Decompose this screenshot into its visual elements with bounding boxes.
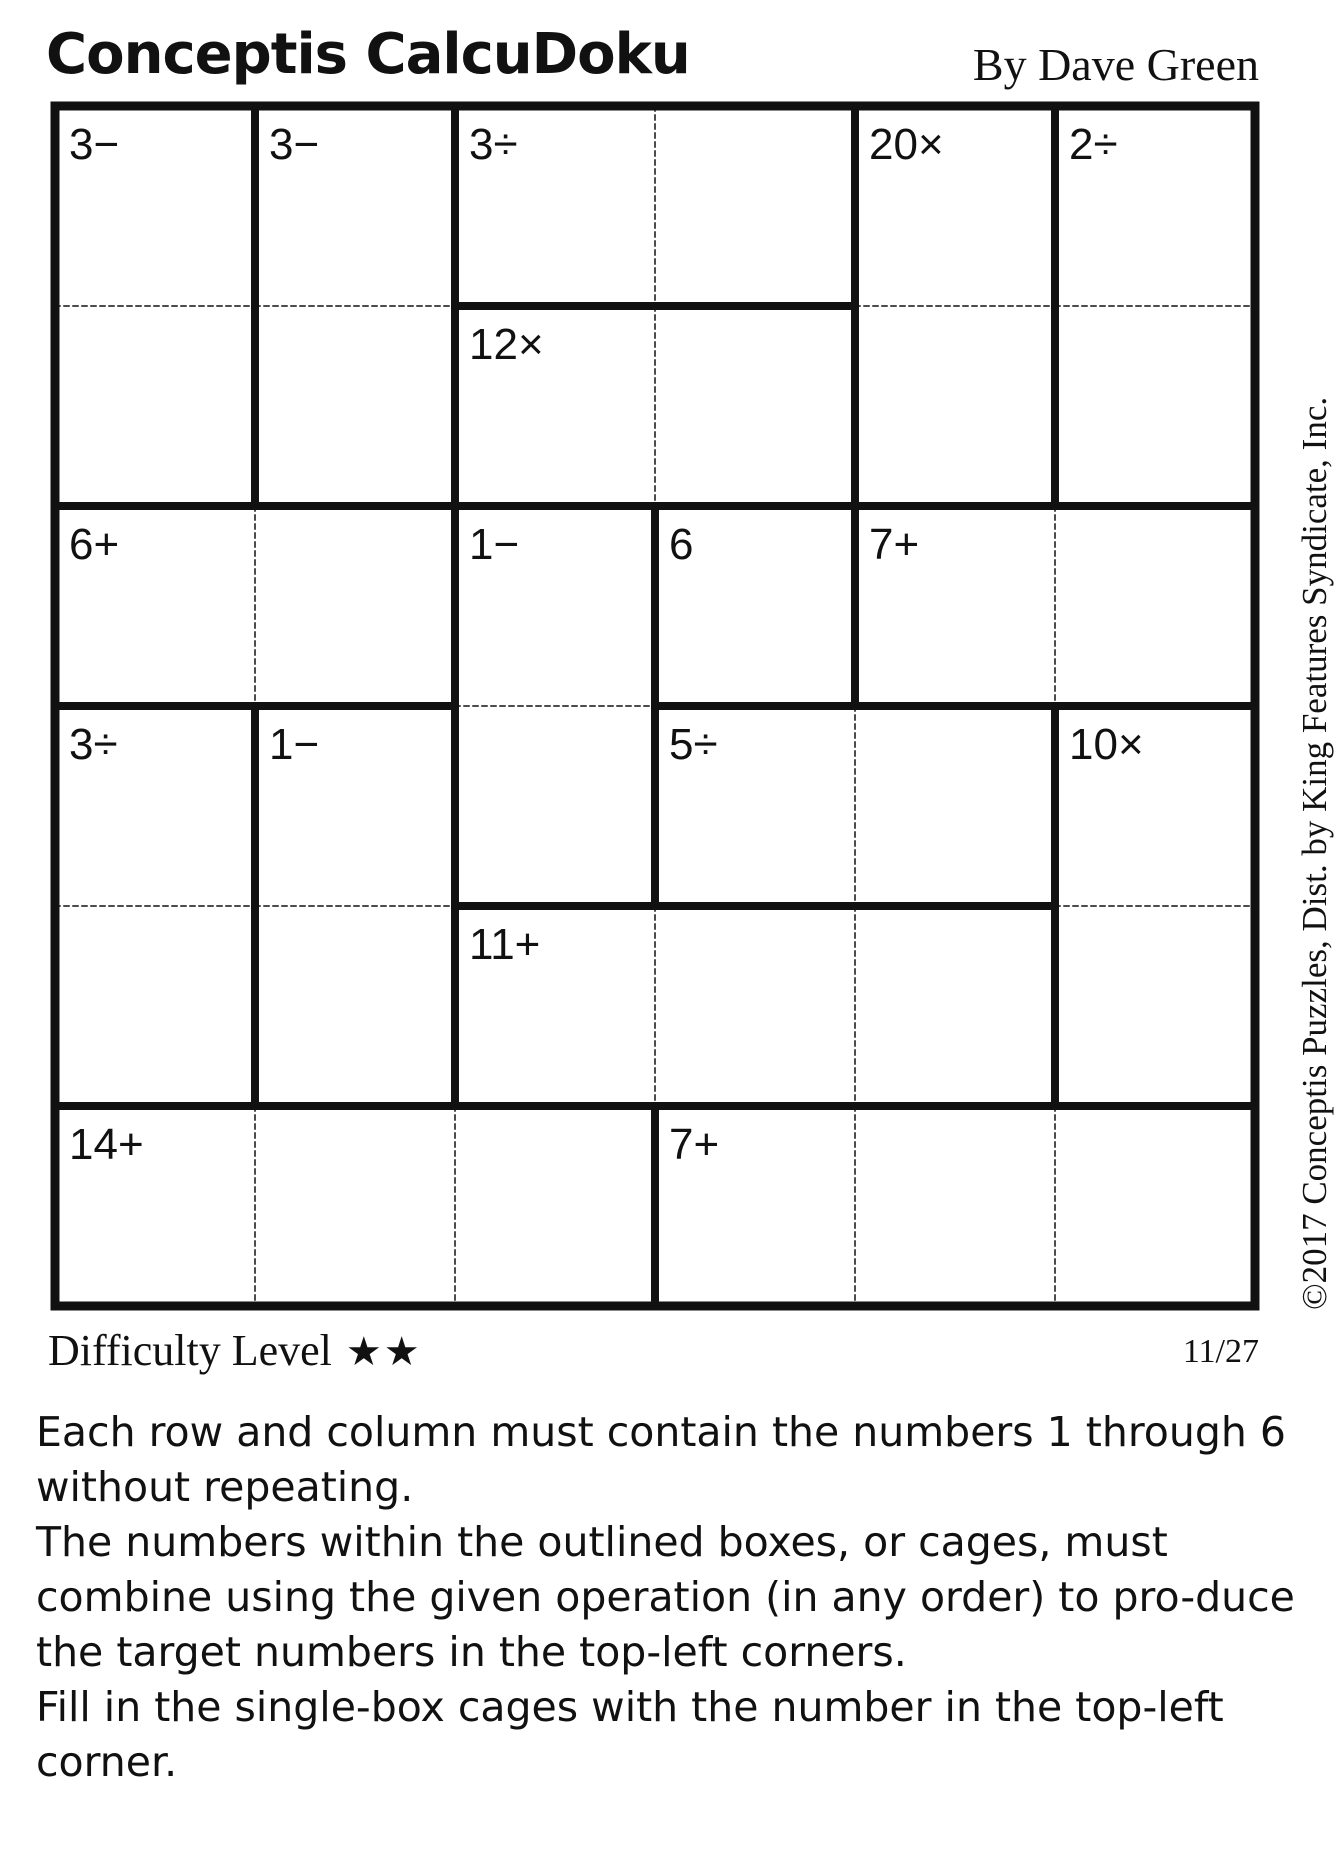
grid-cell-r4c5[interactable] bbox=[855, 706, 1055, 906]
grid-cell-r6c2[interactable] bbox=[255, 1106, 455, 1306]
grid-cell-r2c6[interactable] bbox=[1055, 306, 1255, 506]
instruction-line: Each row and column must contain the numbers 1 through 6 without repeating. bbox=[36, 1408, 1286, 1511]
cage-clue: 6 bbox=[669, 520, 694, 569]
grid-cell-r2c5[interactable] bbox=[855, 306, 1055, 506]
grid-cell-r1c3[interactable] bbox=[455, 106, 655, 306]
grid-cell-r5c6[interactable] bbox=[1055, 906, 1255, 1106]
cage-clue: 20× bbox=[869, 120, 944, 169]
grid-cell-r5c3[interactable] bbox=[455, 906, 655, 1106]
grid-cell-r6c1[interactable] bbox=[55, 1106, 255, 1306]
grid-cell-r1c4[interactable] bbox=[655, 106, 855, 306]
grid-cell-r6c5[interactable] bbox=[855, 1106, 1055, 1306]
grid-cell-r4c1[interactable] bbox=[55, 706, 255, 906]
grid-cell-r5c1[interactable] bbox=[55, 906, 255, 1106]
cage-clue: 6+ bbox=[69, 520, 120, 569]
puzzle-date: 11/27 bbox=[1182, 1333, 1259, 1370]
copyright-notice: ©2017 Conceptis Puzzles, Dist. by King Features Syndicate, Inc. bbox=[1295, 396, 1334, 1310]
grid-cell-r2c2[interactable] bbox=[255, 306, 455, 506]
grid-cell-r5c4[interactable] bbox=[655, 906, 855, 1106]
cage-clue: 11+ bbox=[469, 920, 541, 969]
grid-cell-r3c5[interactable] bbox=[855, 506, 1055, 706]
cage-clue: 3− bbox=[69, 120, 120, 169]
cage-clue: 3− bbox=[269, 120, 320, 169]
grid-cell-r3c4[interactable] bbox=[655, 506, 855, 706]
grid-cell-r4c2[interactable] bbox=[255, 706, 455, 906]
grid-cell-r6c6[interactable] bbox=[1055, 1106, 1255, 1306]
grid-cell-r3c1[interactable] bbox=[55, 506, 255, 706]
puzzle-grid bbox=[49, 100, 1261, 1312]
grid-cell-r2c4[interactable] bbox=[655, 306, 855, 506]
grid-cell-r4c6[interactable] bbox=[1055, 706, 1255, 906]
grid-cell-r6c3[interactable] bbox=[455, 1106, 655, 1306]
grid-cell-r1c5[interactable] bbox=[855, 106, 1055, 306]
grid-cell-r4c3[interactable] bbox=[455, 706, 655, 906]
grid-cell-r3c3[interactable] bbox=[455, 506, 655, 706]
cage-clue: 3÷ bbox=[469, 120, 518, 169]
grid-cell-r3c6[interactable] bbox=[1055, 506, 1255, 706]
cage-clue: 7+ bbox=[869, 520, 920, 569]
grid-cell-r4c4[interactable] bbox=[655, 706, 855, 906]
grid-cell-r5c2[interactable] bbox=[255, 906, 455, 1106]
difficulty-stars-icon: ★★ bbox=[345, 1329, 422, 1375]
author-byline: By Dave Green bbox=[972, 39, 1259, 90]
grid-cell-r1c2[interactable] bbox=[255, 106, 455, 306]
cage-clue: 1− bbox=[269, 720, 320, 769]
cage-clue: 12× bbox=[469, 320, 544, 369]
cage-clue: 5÷ bbox=[669, 720, 718, 769]
puzzle-title: Conceptis CalcuDoku bbox=[46, 22, 690, 87]
grid-cell-r5c5[interactable] bbox=[855, 906, 1055, 1106]
grid-cell-r1c6[interactable] bbox=[1055, 106, 1255, 306]
cage-clue: 2÷ bbox=[1069, 120, 1118, 169]
instruction-line: Fill in the single-box cages with the number in the top-left corner. bbox=[36, 1683, 1224, 1786]
cage-clue: 1− bbox=[469, 520, 520, 569]
instructions bbox=[36, 1405, 1316, 1790]
cage-clue: 14+ bbox=[69, 1120, 144, 1169]
grid-cell-r3c2[interactable] bbox=[255, 506, 455, 706]
grid-cell-r1c1[interactable] bbox=[55, 106, 255, 306]
grid-cell-r6c4[interactable] bbox=[655, 1106, 855, 1306]
cage-clue: 10× bbox=[1069, 720, 1144, 769]
grid-cell-r2c1[interactable] bbox=[55, 306, 255, 506]
cage-clue: 3÷ bbox=[69, 720, 118, 769]
grid-cell-r2c3[interactable] bbox=[455, 306, 655, 506]
difficulty-level bbox=[48, 1325, 422, 1376]
difficulty-label: Difficulty Level bbox=[48, 1326, 332, 1375]
instruction-line: The numbers within the outlined boxes, or cages, must combine using the given operation (in any order) to pro-duce the target numbers in the top-left corners. bbox=[36, 1518, 1295, 1676]
cage-clue: 7+ bbox=[669, 1120, 720, 1169]
